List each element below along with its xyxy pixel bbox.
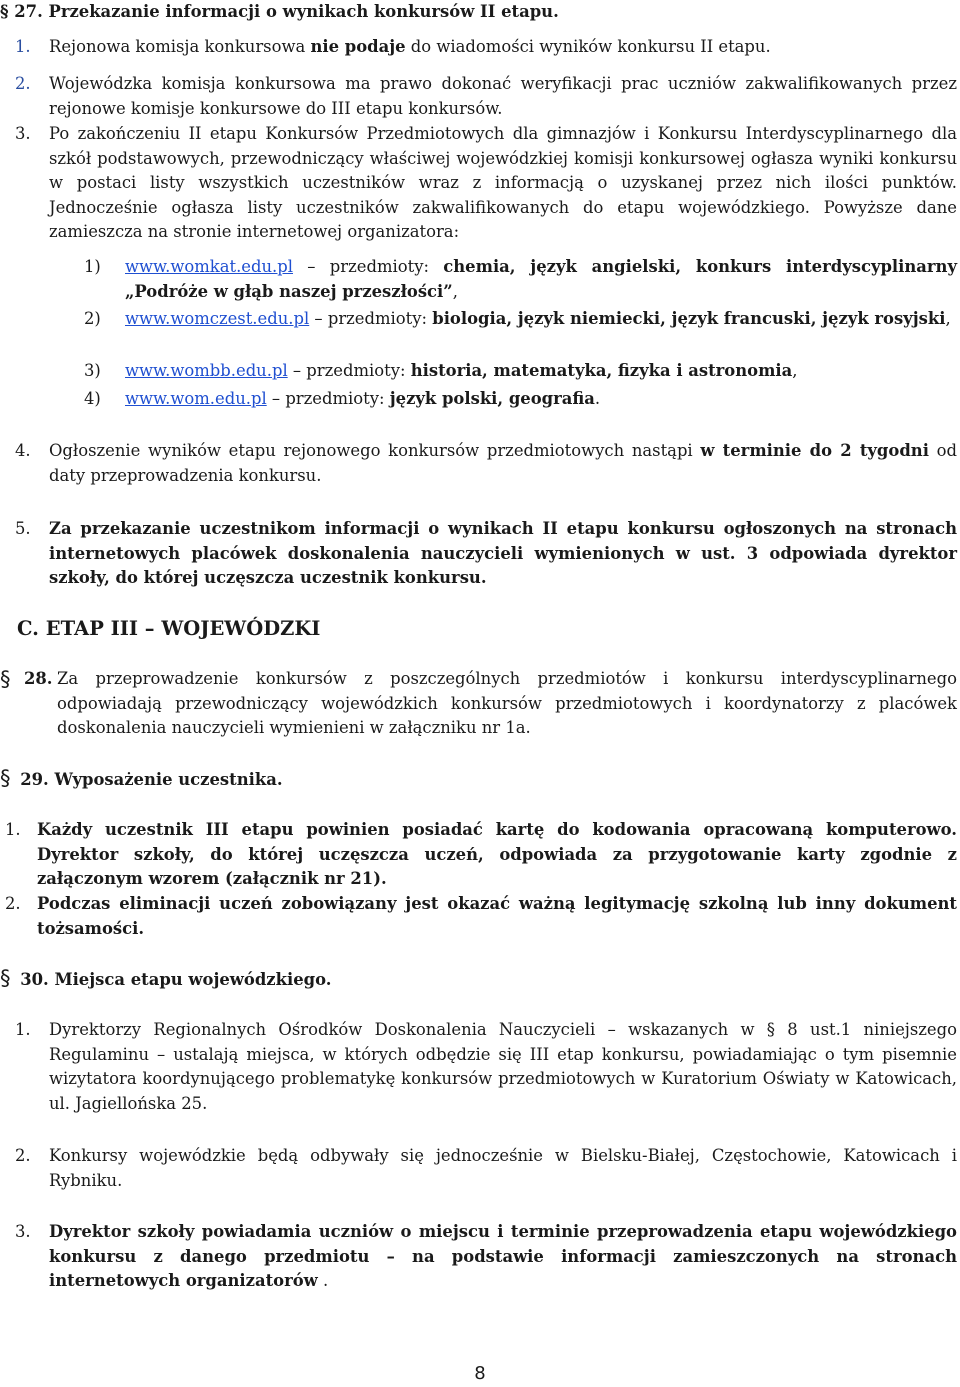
s30-item-1 <box>0 1018 957 1116</box>
section-mark: § <box>0 667 11 691</box>
section-number: 28. <box>24 669 53 688</box>
item-bold-text: w terminie do 2 tygodni <box>700 441 929 460</box>
site-separator: – przedmioty: <box>287 361 411 380</box>
item-number: 2. <box>15 1146 31 1165</box>
item-bold-text: nie podaje <box>310 37 406 56</box>
site-number: 2) <box>84 309 101 328</box>
s30-item-2 <box>0 1144 957 1193</box>
site-subjects: język polski, geografia <box>389 389 595 408</box>
punct: , <box>945 309 951 328</box>
site-link[interactable]: www.wom.edu.pl <box>125 389 267 408</box>
site-number: 4) <box>84 389 101 408</box>
site-link[interactable]: www.womczest.edu.pl <box>125 309 310 328</box>
s30-item-3 <box>0 1220 957 1294</box>
item-text: od daty przeprowadzenia konkursu. <box>49 441 957 485</box>
item-number: 2. <box>5 894 21 913</box>
item-text: Wojewódzka komisja konkursowa ma prawo dokonać weryfikacji prac uczniów zakwalifikowanych przez rejonowe komisje konkursowe do III etapu konkursów. <box>49 74 957 118</box>
item-number: 3. <box>15 124 31 143</box>
site-link[interactable]: www.womkat.edu.pl <box>125 257 293 276</box>
section-28 <box>0 667 957 741</box>
site-link[interactable]: www.wombb.edu.pl <box>125 361 288 380</box>
s27-item-2 <box>0 72 957 121</box>
section-27-heading: § 27. Przekazanie informacji o wynikach konkursów II etapu. <box>0 2 559 21</box>
site-number: 1) <box>84 257 101 276</box>
stage-heading: C. ETAP III – WOJEWÓDZKI <box>17 617 321 640</box>
item-number: 5. <box>15 519 31 538</box>
item-text: Ogłoszenie wyników etapu rejonowego konkursów przedmiotowych nastąpi <box>49 441 701 460</box>
page-number: 8 <box>474 1363 486 1384</box>
site-item-3 <box>0 359 957 384</box>
item-text: do wiadomości wyników konkursu II etapu. <box>405 37 771 56</box>
s27-item-5 <box>0 517 957 591</box>
punct: . <box>594 389 601 408</box>
item-number: 3. <box>15 1222 31 1241</box>
site-subjects: biologia, język niemiecki, język francuski, język rosyjski <box>432 309 946 328</box>
section-mark: § <box>0 766 11 790</box>
item-number: 4. <box>15 441 31 460</box>
site-item-1 <box>0 255 957 304</box>
site-separator: – przedmioty: <box>309 309 433 328</box>
site-item-4 <box>0 387 957 412</box>
item-number: 1. <box>15 1020 31 1039</box>
item-text: Za przekazanie uczestnikom informacji o wynikach II etapu konkursu ogłoszonych na stronach internetowych placówek doskonalenia nauczycieli wymienionych w ust. 3 odpowiada dyrektor szkoły, do której uczęszcza uczestnik konkursu. <box>49 519 957 587</box>
s29-item-2 <box>0 892 957 941</box>
site-separator: – przedmioty: <box>293 257 444 276</box>
section-30-title: 30. Miejsca etapu wojewódzkiego. <box>20 970 332 989</box>
item-text: Po zakończeniu II etapu Konkursów Przedmiotowych dla gimnazjów i Konkursu Interdyscyplinarnego dla szkół podstawowych, przewodniczący właściwej wojewódzkiej komisji konkursowej ogłasza wyniki konkursu w postaci listy wszystkich uczestników wraz z informacją o uzyskanej przez nich ilości punktów. Jednocześnie ogłasza listy uczestników zakwalifikowanych do etapu wojewódzkiego. Powyższe dane zamieszcza na stronie internetowej organizatora: <box>49 124 957 241</box>
site-item-2 <box>0 307 957 332</box>
item-number: 1. <box>15 37 31 56</box>
punct: , <box>452 281 458 301</box>
s27-item-1 <box>0 35 957 60</box>
item-text: Podczas eliminacji uczeń zobowiązany jest okazać ważną legitymację szkolną lub inny dokument tożsamości. <box>37 894 957 938</box>
section-29-heading <box>0 766 283 793</box>
site-subjects: chemia, język angielski, konkurs interdyscyplinarny „Podróże w głąb naszej przeszłości” <box>125 257 957 301</box>
item-text: Rejonowa komisja konkursowa <box>49 37 311 56</box>
site-separator: – przedmioty: <box>266 389 390 408</box>
item-text: Konkursy wojewódzkie będą odbywały się jednocześnie w Bielsku-Białej, Częstochowie, Katowicach i Rybniku. <box>49 1146 957 1190</box>
s27-item-3 <box>0 122 957 245</box>
site-number: 3) <box>84 361 101 380</box>
punct: , <box>792 361 798 380</box>
section-29-title: 29. Wyposażenie uczestnika. <box>20 770 283 789</box>
section-mark: § <box>0 966 11 990</box>
s29-item-1 <box>0 818 957 892</box>
item-number: 2. <box>15 74 31 93</box>
punct: . <box>317 1271 329 1290</box>
item-number: 1. <box>5 820 21 839</box>
item-text: Dyrektorzy Regionalnych Ośrodków Doskonalenia Nauczycieli – wskazanych w § 8 ust.1 niniejszego Regulaminu – ustalają miejsca, w których odbędzie się III etap konkursu, powiadamiając o tym pisemnie wizytatora koordynującego problematykę konkursów przedmiotowych w Kuratorium Oświaty w Katowicach, ul. Jagiellońska 25. <box>49 1020 957 1113</box>
s27-item-4 <box>0 439 957 488</box>
item-text: Każdy uczestnik III etapu powinien posiadać kartę do kodowania opracowaną komputerowo. Dyrektor szkoły, do której uczęszcza uczeń, odpowiada za przygotowanie karty zgodnie z załączonym wzorem (załącznik nr 21). <box>37 820 957 888</box>
section-28-text: Za przeprowadzenie konkursów z poszczególnych przedmiotów i konkursu interdyscyplinarnego odpowiadają przewodniczący wojewódzkich konkursów przedmiotowych i koordynatorzy z placówek doskonalenia nauczycieli wymienieni w załączniku nr 1a. <box>57 669 957 737</box>
item-text: Dyrektor szkoły powiadamia uczniów o miejscu i terminie przeprowadzenia etapu wojewódzkiego konkursu z danego przedmiotu – na podstawie informacji zamieszczonych na stronach internetowych organizatorów <box>49 1222 957 1290</box>
section-30-heading <box>0 966 331 993</box>
site-subjects: historia, matematyka, fizyka i astronomia <box>410 361 793 380</box>
